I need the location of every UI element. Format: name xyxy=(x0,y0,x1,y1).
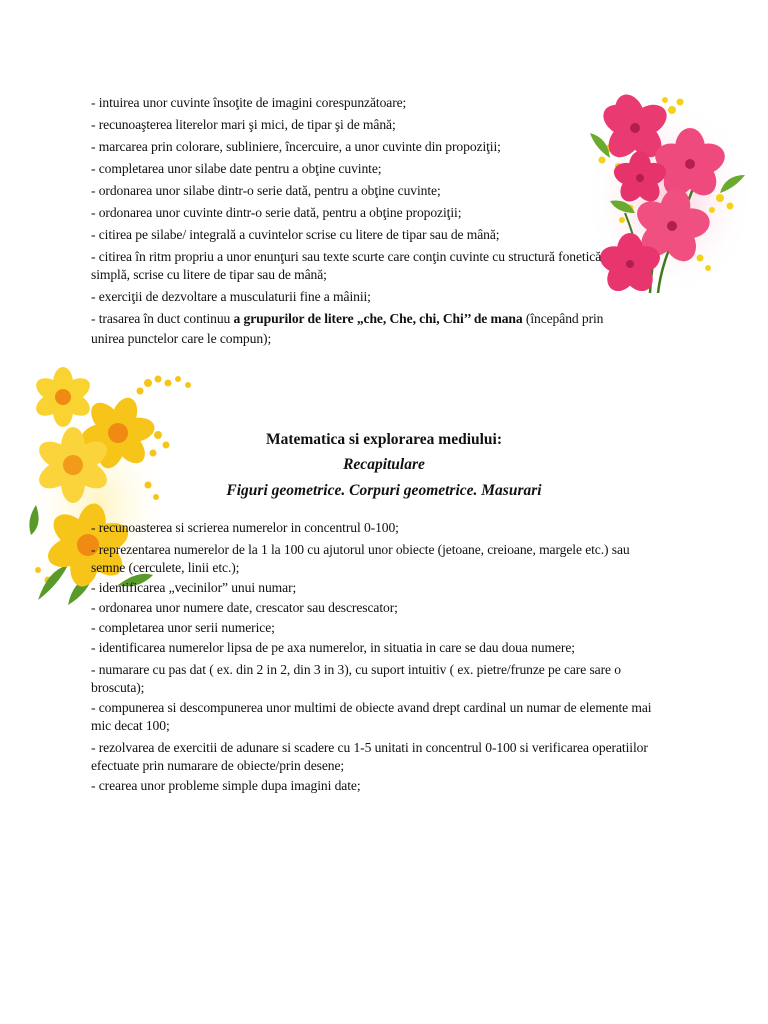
list-item-bold: a grupurilor de litere „che, Che, chi, Chi’’ de mana xyxy=(233,311,523,326)
list-item xyxy=(91,310,603,328)
list-item: - ordonarea unor cuvinte dintr-o serie dată, pentru a obţine propoziţii; xyxy=(91,205,462,220)
list-item-continuation: simplă, scrise cu litere de tipar sau de mână; xyxy=(91,267,327,282)
list-item-prefix: - trasarea în duct continuu xyxy=(91,311,234,326)
list-item-continuation: efectuate prin numarare de obiecte/prin desene; xyxy=(91,758,345,773)
list-item: - ordonarea unor silabe dintr-o serie dată, pentru a obţine cuvinte; xyxy=(91,183,441,198)
section-title: Matematica si explorarea mediului: xyxy=(265,431,503,448)
list-item: - exerciţii de dezvoltare a musculaturii fine a mâinii; xyxy=(91,289,371,304)
list-item: - marcarea prin colorare, subliniere, încercuire, a unor cuvinte din propoziţii; xyxy=(91,139,501,154)
list-item-suffix: (începând prin xyxy=(522,311,604,326)
list-item: - reprezentarea numerelor de la 1 la 100 cu ajutorul unor obiecte (jetoane, creioane, margele etc.) sau xyxy=(91,542,630,557)
list-item: - recunoasterea si scrierea numerelor in concentrul 0-100; xyxy=(91,520,399,535)
list-item: - crearea unor probleme simple dupa imagini date; xyxy=(91,778,361,793)
list-item-continuation: semne (cerculete, linii etc.); xyxy=(91,560,240,575)
pink-flowers-decoration xyxy=(580,88,750,298)
list-item: - numarare cu pas dat ( ex. din 2 in 2, din 3 in 3), cu suport intuitiv ( ex. pietre/frunze pe care sare o xyxy=(91,662,621,677)
list-item: - citirea pe silabe/ integrală a cuvintelor scrise cu litere de tipar sau de mână; xyxy=(91,227,500,242)
section-subtitle-2: Figuri geometrice. Corpuri geometrice. Masurari xyxy=(226,482,542,499)
list-item: - compunerea si descompunerea unor multimi de obiecte avand drept cardinal un numar de elemente mai xyxy=(91,700,652,715)
list-item: - recunoaşterea literelor mari şi mici, de tipar şi de mână; xyxy=(91,117,396,132)
list-item-continuation: broscuta); xyxy=(91,680,145,695)
list-item: - intuirea unor cuvinte însoţite de imagini corespunzătoare; xyxy=(91,95,407,110)
list-item: - identificarea „vecinilor” unui numar; xyxy=(91,580,297,595)
section-subtitle: Recapitulare xyxy=(343,456,425,473)
list-item: - citirea în ritm propriu a unor enunţuri sau texte scurte care conţin cuvinte cu structură fonetică xyxy=(91,249,602,264)
list-item: - ordonarea unor numere date, crescator sau descrescator; xyxy=(91,600,398,615)
list-item: - identificarea numerelor lipsa de pe axa numerelor, in situatia in care se dau doua numere; xyxy=(91,640,575,655)
list-item-continuation: unirea punctelor care le compun); xyxy=(91,331,272,346)
list-item: - completarea unor serii numerice; xyxy=(91,620,275,635)
list-item-continuation: mic decat 100; xyxy=(91,718,170,733)
list-item: - completarea unor silabe date pentru a obţine cuvinte; xyxy=(91,161,382,176)
list-item: - rezolvarea de exercitii de adunare si scadere cu 1-5 unitati in concentrul 0-100 si verificarea operatiilor xyxy=(91,740,648,755)
